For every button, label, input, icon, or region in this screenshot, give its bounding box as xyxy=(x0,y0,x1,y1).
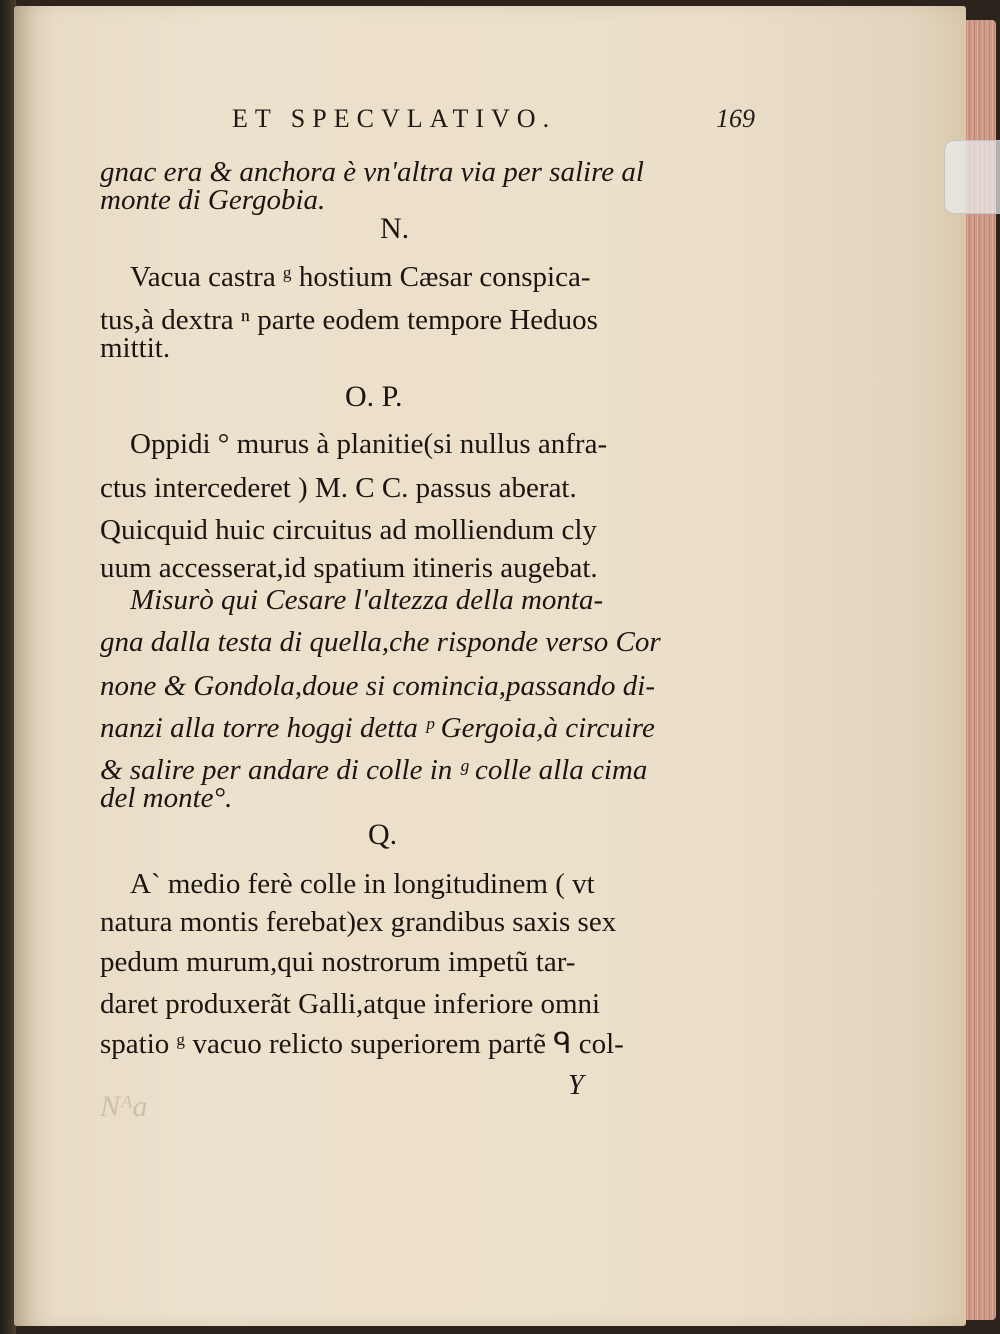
text-line: nanzi alla torre hoggi detta ᵖ Gergoia,à circuire xyxy=(100,712,655,744)
text-line: mittit. xyxy=(100,332,171,364)
text-line: spatio ᵍ vacuo relicto superiorem partẽ ᑫ col- xyxy=(100,1028,624,1060)
text-line: ctus intercederet ) M. C C. passus aberat. xyxy=(100,472,577,504)
section-heading-q: Q. xyxy=(368,818,398,851)
section-heading-n: N. xyxy=(380,212,410,245)
text-line: Misurò qui Cesare l'altezza della monta- xyxy=(130,584,604,616)
text-line: Quicquid huic circuitus ad molliendum cly xyxy=(100,514,597,546)
text-line: del monte°. xyxy=(100,782,233,814)
text-line: daret produxerãt Galli,atque inferiore omni xyxy=(100,988,601,1020)
page-edges xyxy=(966,20,996,1320)
running-head: ET SPECVLATIVO. xyxy=(232,104,557,133)
text-line: Oppidi ° murus à planitie(si nullus anfra- xyxy=(130,428,608,460)
text-line: Vacua castra ᵍ hostium Cæsar conspica- xyxy=(130,261,591,293)
text-line: none & Gondola,doue si comincia,passando di- xyxy=(100,670,655,702)
page-clip xyxy=(944,140,1000,214)
text-line: pedum murum,qui nostrorum impetũ tar- xyxy=(100,946,576,978)
text-line: natura montis ferebat)ex grandibus saxis sex xyxy=(100,906,617,938)
catchword: Y xyxy=(568,1070,584,1101)
text-line: A` medio ferè colle in longitudinem ( vt xyxy=(130,868,595,900)
text-line: tus,à dextra ⁿ parte eodem tempore Heduos xyxy=(100,304,598,336)
text-line: gnac era & anchora è vn'altra via per salire al xyxy=(100,156,644,188)
handwritten-note: Nᴬa xyxy=(100,1090,148,1123)
text-line: & salire per andare di colle in ᵍ colle alla cima xyxy=(100,754,648,786)
page-number: 169 xyxy=(716,104,755,133)
text-line: uum accesserat,id spatium itineris augebat. xyxy=(100,552,598,584)
section-heading-op: O. P. xyxy=(345,380,403,413)
text-line: gna dalla testa di quella,che risponde verso Cor xyxy=(100,626,661,658)
text-line: monte di Gergobia. xyxy=(100,184,326,216)
